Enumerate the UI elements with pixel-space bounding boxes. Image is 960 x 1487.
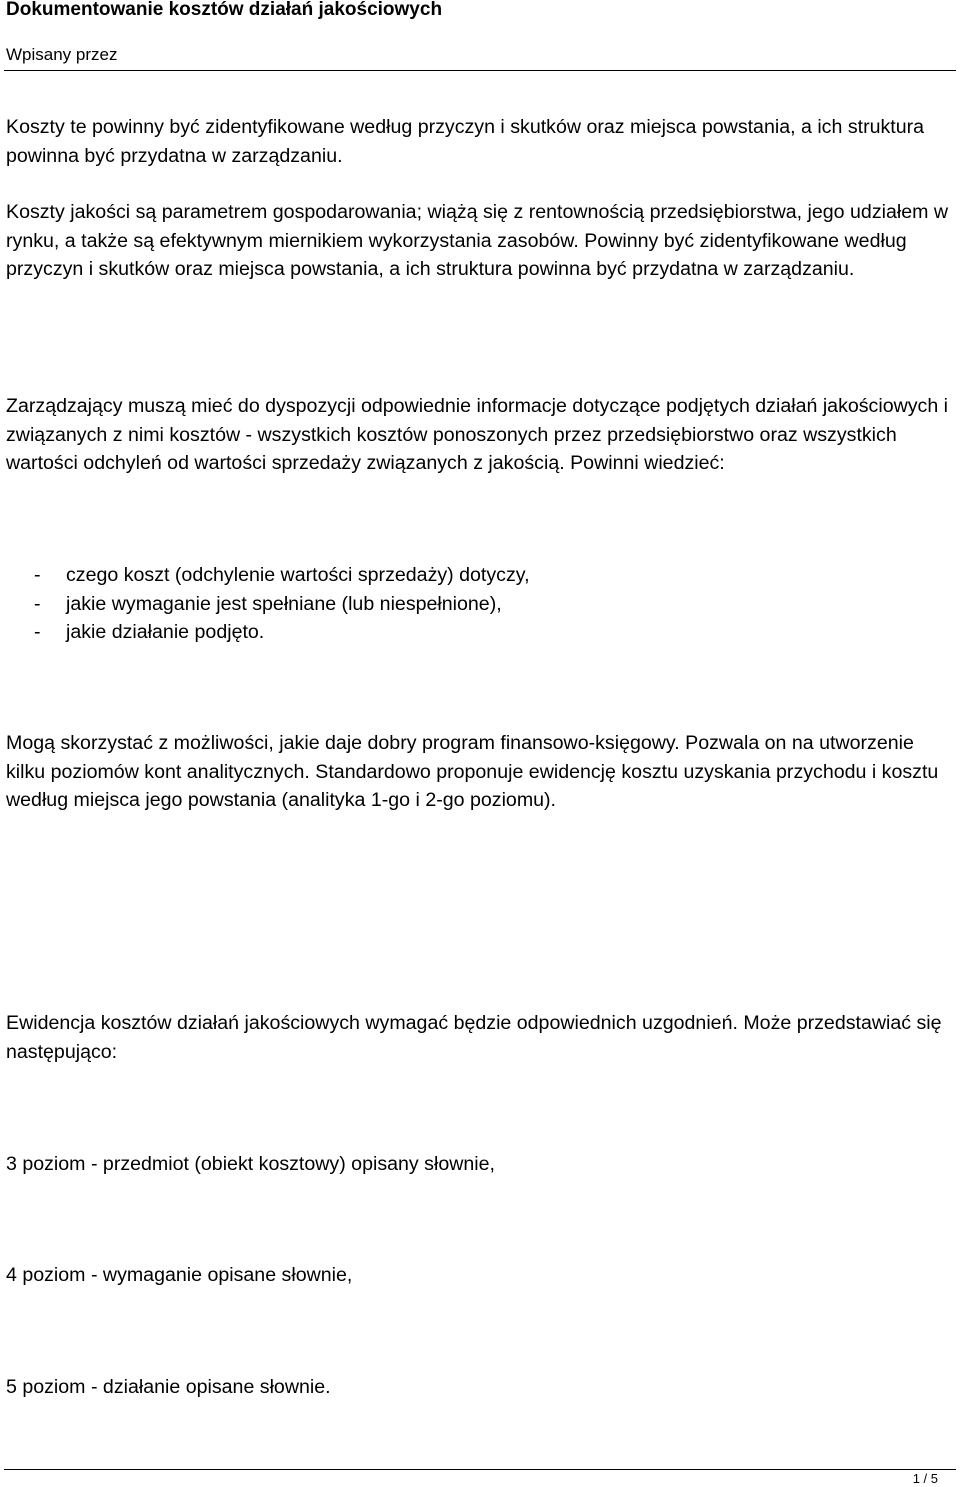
footer-divider [4, 1469, 956, 1470]
paragraph-5: Ewidencja kosztów działań jakościowych wymagać będzie odpowiednich uzgodnień. Może przedstawiać się następująco: [6, 1012, 942, 1063]
list-dash: - [34, 621, 41, 643]
list-item [6, 618, 954, 647]
paragraph-8: 5 poziom - działanie opisane słownie. [6, 1376, 331, 1398]
list-item-text: czego koszt (odchylenie wartości sprzedaży) dotyczy, [66, 564, 530, 586]
list-item [6, 561, 954, 590]
paragraph-6: 3 poziom - przedmiot (obiekt kosztowy) opisany słownie, [6, 1153, 495, 1175]
paragraph-2: Koszty jakości są parametrem gospodarowania; wiążą się z rentownością przedsiębiorstwa, jego udziałem w rynku, a także są efektywnym miernikiem wykorzystania zasobów. Powinny być zidentyfikowane według przyczyn i skutków oraz miejsca powstania, a ich struktura powinna być przydatna w zarządzaniu. [6, 201, 949, 280]
list-dash: - [34, 592, 41, 615]
list-item-text: jakie działanie podjęto. [66, 621, 265, 643]
author-label: Wpisany przez [6, 45, 118, 64]
document-title: Dokumentowanie kosztów działań jakościowych [6, 0, 443, 20]
paragraph-4: Mogą skorzystać z możliwości, jakie daje dobry program finansowo-księgowy. Pozwala on na utworzenie kilku poziomów kont analitycznych. Standardowo proponuje ewidencję kosztu uzyskania przychodu i kosztu według miejsca jego powstania (analityka 1-go i 2-go poziomu). [6, 732, 939, 811]
bullet-list [6, 561, 954, 647]
list-item-text: jakie wymaganie jest spełniane (lub niespełnione), [66, 592, 502, 615]
list-item [6, 590, 954, 619]
paragraph-7: 4 poziom - wymaganie opisane słownie, [6, 1264, 353, 1286]
header-divider [4, 70, 956, 71]
page-indicator: 1 / 5 [912, 1471, 938, 1486]
paragraph-1: Koszty te powinny być zidentyfikowane według przyczyn i skutków oraz miejsca powstania, a ich struktura powinna być przydatna w zarządzaniu. [6, 116, 925, 167]
paragraph-3: Zarządzający muszą mieć do dyspozycji odpowiednie informacje dotyczące podjętych działań jakościowych i związanych z nimi kosztów - wszystkich kosztów ponoszonych przez przedsiębiorstwo oraz wszystkich wartości odchyleń od wartości sprzedaży związanych z jakością. Powinni wiedzieć: [6, 395, 949, 474]
list-dash: - [34, 564, 41, 586]
